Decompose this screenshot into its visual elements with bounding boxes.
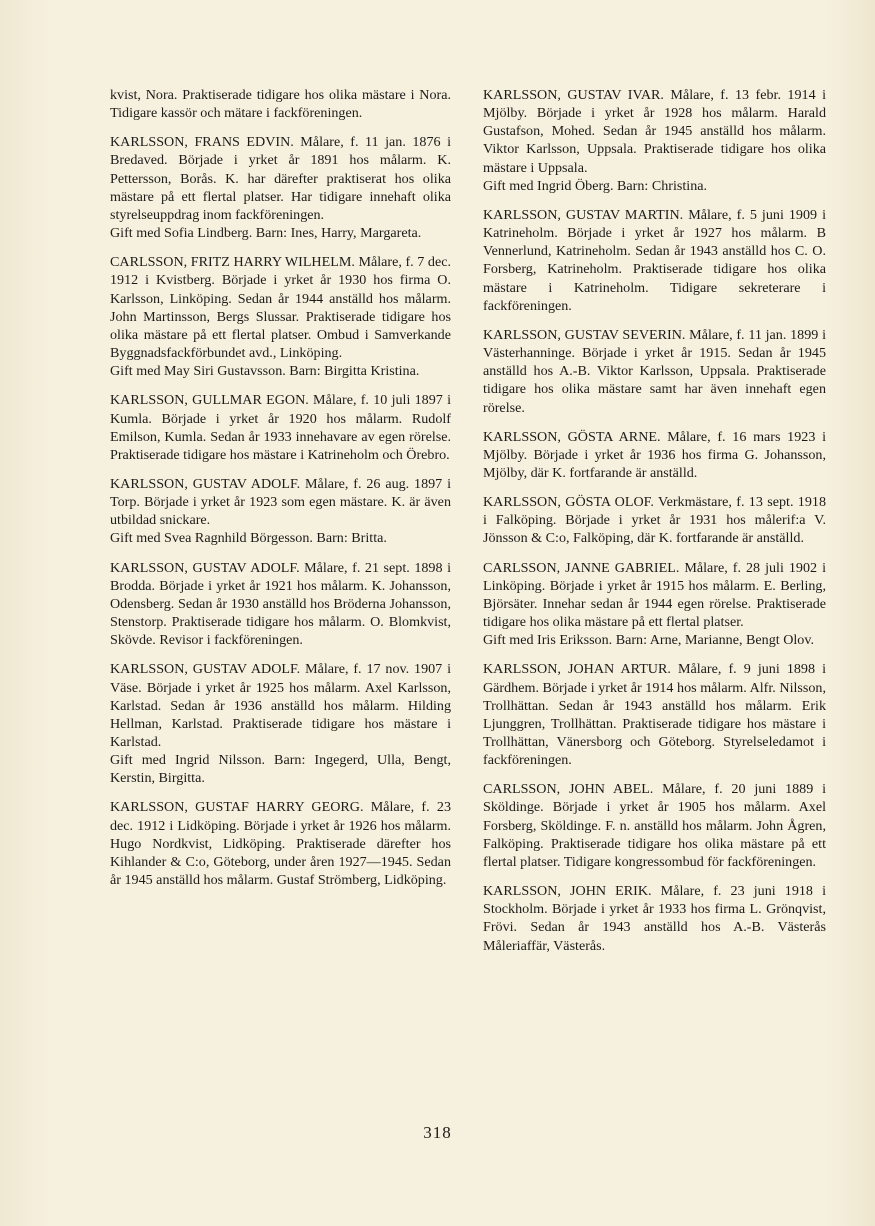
entry-carlsson-john-abel [483,780,826,871]
page-number: 318 [423,1123,452,1142]
entry-body: CARLSSON, JOHN ABEL. Målare, f. 20 juni 1889 i Sköldinge. Började i yrket år 1905 hos målarm. Axel Forsberg, Sköldinge. F. n. anställd hos målarm. John Ågren, Falköping. Praktiserade tidigare hos olika mästare på ett flertal platser. Tidigare kongressombud för fackföreningen. [483,781,826,870]
entry-family: Gift med Svea Ragnhild Börgesson. Barn: Britta. [110,530,387,547]
entry-karlsson-gustav-adolf-1898 [110,559,451,650]
entry-body: KARLSSON, GUSTAV ADOLF. Målare, f. 21 sept. 1898 i Brodda. Började i yrket år 1921 hos målarm. K. Johansson, Odensberg. Sedan år 1930 anställd hos Bröderna Johansson, Stenstorp. Praktiserade tidigare hos målarm. O. Blomkvist, Skövde. Revisor i fackföreningen. [110,559,451,649]
entry-body: KARLSSON, GUSTAV ADOLF. Målare, f. 26 aug. 1897 i Torp. Började i yrket år 1923 som egen mästare. K. är även utbildad snickare. [110,475,451,529]
entry-body: kvist, Nora. Praktiserade tidigare hos olika mästare i Nora. Tidigare kassör och mätare i fackföreningen. [110,87,451,122]
entry-karlsson-frans-edvin [110,133,451,242]
left-column [110,86,451,889]
entry-karlsson-john-erik [483,882,826,955]
entry-body: KARLSSON, GUSTAV SEVERIN. Målare, f. 11 jan. 1899 i Västerhanninge. Började i yrket år 1915. Sedan år 1945 anställd hos A.-B. Viktor Karlsson, Uppsala. Praktiserade tidigare hos olika mästare samt har även innehaft egen rörelse. [483,326,826,416]
entry-karlsson-gustav-ivar [483,86,826,195]
entry-family: Gift med Iris Eriksson. Barn: Arne, Marianne, Bengt Olov. [483,632,815,649]
entry-family: Gift med Sofia Lindberg. Barn: Ines, Harry, Margareta. [110,225,422,242]
entry-karlsson-gustav-adolf-1897 [110,475,451,548]
entry-body: KARLSSON, FRANS EDVIN. Målare, f. 11 jan. 1876 i Bredaved. Började i yrket år 1891 hos målarm. K. Pettersson, Borås. K. har därefter praktiserat hos olika mästare på ett flertal platser. Har tidigare innehaft olika styrelseuppdrag inom fackföreningen. [110,134,451,223]
entry-family: Gift med Ingrid Öberg. Barn: Christina. [483,177,708,194]
entry-body: KARLSSON, GUSTAV ADOLF. Målare, f. 17 nov. 1907 i Väse. Började i yrket år 1925 hos målarm. Axel Karlsson, Karlstad. Sedan år 1936 anställd hos målarm. Hilding Hellman, Karlstad. Praktiserade tidigare hos mästare i Karlstad. [110,661,451,750]
entry-family: Gift med May Siri Gustavsson. Barn: Birgitta Kristina. [110,363,420,380]
entry-karlsson-gullmar-egon [110,391,451,464]
entry-karlsson-gustav-adolf-1907 [110,660,451,787]
entry-karlsson-gosta-olof [483,493,826,547]
entry-body: CARLSSON, FRITZ HARRY WILHELM. Målare, f. 7 dec. 1912 i Kvistberg. Började i yrket år 1930 hos firma O. Karlsson, Linköping. Sedan år 1944 anställd hos målarm. John Martinsson, Bergs Slussar. Praktiserade tidigare hos olika mästare på ett flertal platser. Ombud i Samverkande Byggnadsfackförbundet avd., Linköping. [110,254,451,362]
entry-body: CARLSSON, JANNE GABRIEL. Målare, f. 28 juli 1902 i Linköping. Började i yrket år 1915 hos målarm. E. Berling, Björsäter. Innehar sedan år 1944 egen rörelse. Praktiserade tidigare hos olika mästare på ett flertal platser. [483,559,826,631]
entry-continuation [110,86,451,122]
right-column [483,86,826,955]
entry-body: KARLSSON, JOHAN ARTUR. Målare, f. 9 juni 1898 i Gärdhem. Började i yrket år 1914 hos målarm. Alfr. Nilsson, Trollhättan. Sedan år 1943 anställd hos målarm. Erik Ljunggren, Trollhättan. Praktiserade tidigare hos mästare i Trollhättan, Vänersborg och Göteborg. Styrelseledamot i fackföreningen. [483,661,826,769]
entry-karlsson-gosta-arne [483,428,826,482]
entry-karlsson-gustav-martin [483,206,826,315]
entry-body: KARLSSON, GÖSTA OLOF. Verkmästare, f. 13 sept. 1918 i Falköping. Började i yrket år 1931 hos målerif:a V. Jönsson & C:o, Falköping, där K. fortfarande är anställd. [483,494,826,547]
entry-karlsson-gustaf-harry-georg [110,798,451,889]
entry-body: KARLSSON, GÖSTA ARNE. Målare, f. 16 mars 1923 i Mjölby. Började i yrket år 1936 hos firma G. Johansson, Mjölby, där K. fortfarande är anställd. [483,428,826,481]
entry-family: Gift med Ingrid Nilsson. Barn: Ingegerd, Ulla, Bengt, Kerstin, Birgitta. [110,752,451,787]
entry-body: KARLSSON, JOHN ERIK. Målare, f. 23 juni 1918 i Stockholm. Började i yrket år 1933 hos firma L. Grönqvist, Frövi. Sedan år 1943 anställd hos A.-B. Västerås Måleriaffär, Västerås. [483,883,826,954]
entry-carlsson-fritz-harry-wilhelm [110,253,451,380]
entry-body: KARLSSON, GUSTAV MARTIN. Målare, f. 5 juni 1909 i Katrineholm. Började i yrket år 1927 hos målarm. B Vennerlund, Katrineholm. Sedan år 1943 anställd hos C. O. Forsberg, Katrineholm. Praktiserade tidigare hos olika mästare i Katrineholm. Tidigare sekreterare i fackföreningen. [483,206,826,314]
entry-body: KARLSSON, GULLMAR EGON. Målare, f. 10 juli 1897 i Kumla. Började i yrket år 1920 hos målarm. Rudolf Emilson, Kumla. Sedan år 1933 innehavare av egen rörelse. Praktiserade tidigare hos mästare i Katrineholm och Örebro. [110,392,451,463]
entry-body: KARLSSON, GUSTAV IVAR. Målare, f. 13 febr. 1914 i Mjölby. Började i yrket år 1928 hos målarm. Harald Gustafson, Mohed. Sedan år 1945 anställd hos målarm. Viktor Karlsson, Uppsala. Praktiserade tidigare hos olika mästare i Uppsala. [483,87,826,176]
entry-carlsson-janne-gabriel [483,559,826,650]
entry-body: KARLSSON, GUSTAF HARRY GEORG. Målare, f. 23 dec. 1912 i Lidköping. Började i yrket år 1926 hos målarm. Hugo Nordkvist, Lidköping. Praktiserade därefter hos Kihlander & C:o, Göteborg, under åren 1927—1945. Sedan år 1945 anställd hos målarm. Gustaf Strömberg, Lidköping. [110,799,451,889]
entry-karlsson-gustav-severin [483,326,826,417]
entry-karlsson-johan-artur [483,660,826,769]
